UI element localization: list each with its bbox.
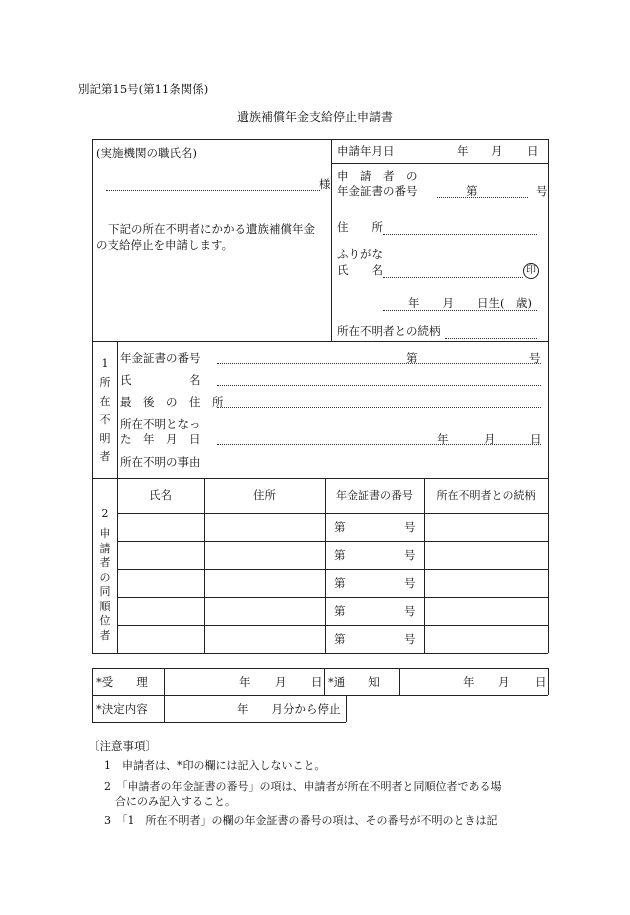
- form-title: 遺族補償年金支給停止申請書: [236, 110, 393, 124]
- receipt-day-unit: 日: [311, 675, 323, 689]
- seal-mark: 印: [523, 263, 539, 279]
- decision-label: *決定内容: [96, 702, 148, 716]
- request-text-line2: の支給停止を申請します。: [96, 238, 234, 252]
- row-cert-go: 号: [404, 576, 416, 590]
- agency-name-field[interactable]: [106, 180, 318, 192]
- form-reference: 別記第15号(第11条関係): [78, 82, 209, 96]
- col-header-cert: 年金証書の番号: [336, 489, 413, 502]
- missing-month-unit: 月: [484, 432, 496, 446]
- furigana-label: ふりがな: [337, 247, 383, 261]
- col-header-address: 住所: [253, 488, 276, 502]
- notice-year-unit: 年: [463, 675, 475, 689]
- row-cert-go: 号: [404, 520, 416, 534]
- receipt-month-unit: 月: [275, 675, 287, 689]
- missing-year-unit: 年: [437, 432, 449, 446]
- note-item: 2 「申請者の年金証書の番号」の項は、申請者が所在不明者と同順位者である場: [104, 780, 502, 793]
- col-header-name: 氏名: [149, 488, 172, 502]
- row-cert-dai: 第: [334, 548, 346, 562]
- row-cert-dai: 第: [334, 576, 346, 590]
- section2-number: 2: [101, 507, 109, 520]
- missing-date-label2: た 年 月 日: [120, 432, 201, 446]
- apply-date-label: 申請年月日: [337, 144, 395, 158]
- missing-cert-go: 号: [529, 351, 541, 365]
- row-cert-go: 号: [404, 604, 416, 618]
- applicant-cert-dai: 第: [466, 184, 478, 198]
- notice-label: *通 知: [328, 675, 380, 689]
- section2-label: 申請者の同順位者: [99, 527, 111, 642]
- applicant-cert-label1: 申 請 者 の: [337, 169, 418, 183]
- receipt-label: *受 理: [96, 675, 148, 689]
- missing-last-address-label: 最 後 の 住 所: [120, 395, 224, 409]
- note-item: 3 「1 所在不明者」の欄の年金証書の番号の項は、その番号が不明のときは記: [104, 814, 498, 827]
- missing-date-label1: 所在不明となっ: [120, 417, 201, 431]
- row-cert-dai: 第: [334, 604, 346, 618]
- notes-heading: 〔注意事項〕: [88, 739, 157, 753]
- row-cert-go: 号: [404, 632, 416, 646]
- agency-name-label: (実施機関の職氏名): [96, 146, 197, 160]
- row-cert-dai: 第: [334, 520, 346, 534]
- notice-day-unit: 日: [535, 675, 547, 689]
- applicant-cert-go: 号: [536, 184, 548, 198]
- missing-cert-label: 年金証書の番号: [120, 351, 201, 365]
- request-text-line1: 下記の所在不明者にかかる遺族補償年金: [108, 222, 315, 236]
- birth-date-text: 年 月 日生( 歳): [408, 296, 532, 310]
- relation-label: 所在不明者との続柄: [337, 324, 441, 338]
- missing-name-label: 氏 名: [120, 373, 201, 387]
- apply-month-unit: 月: [491, 144, 503, 158]
- section1-label: 所在不明者: [99, 376, 111, 463]
- col-header-relation: 所在不明者との続柄: [436, 489, 536, 502]
- note-item: 1 申請者は、*印の欄には記入しないこと。: [104, 759, 326, 772]
- applicant-name-label: 氏 名: [337, 263, 383, 277]
- missing-day-unit: 日: [530, 432, 542, 446]
- sama-honorific: 様: [319, 177, 331, 191]
- row-cert-go: 号: [404, 548, 416, 562]
- address-label: 住 所: [337, 220, 383, 234]
- receipt-year-unit: 年: [239, 675, 251, 689]
- applicant-cert-label2: 年金証書の番号: [337, 184, 418, 198]
- row-cert-dai: 第: [334, 632, 346, 646]
- missing-reason-label: 所在不明の事由: [120, 455, 201, 469]
- apply-year-unit: 年: [457, 144, 469, 158]
- note-item: 合にのみ記入すること。: [104, 795, 236, 808]
- missing-cert-dai: 第: [406, 351, 418, 365]
- decision-value: 年 月分から停止: [237, 702, 341, 716]
- section1-number: 1: [101, 357, 109, 370]
- apply-day-unit: 日: [527, 144, 539, 158]
- notice-month-unit: 月: [498, 675, 510, 689]
